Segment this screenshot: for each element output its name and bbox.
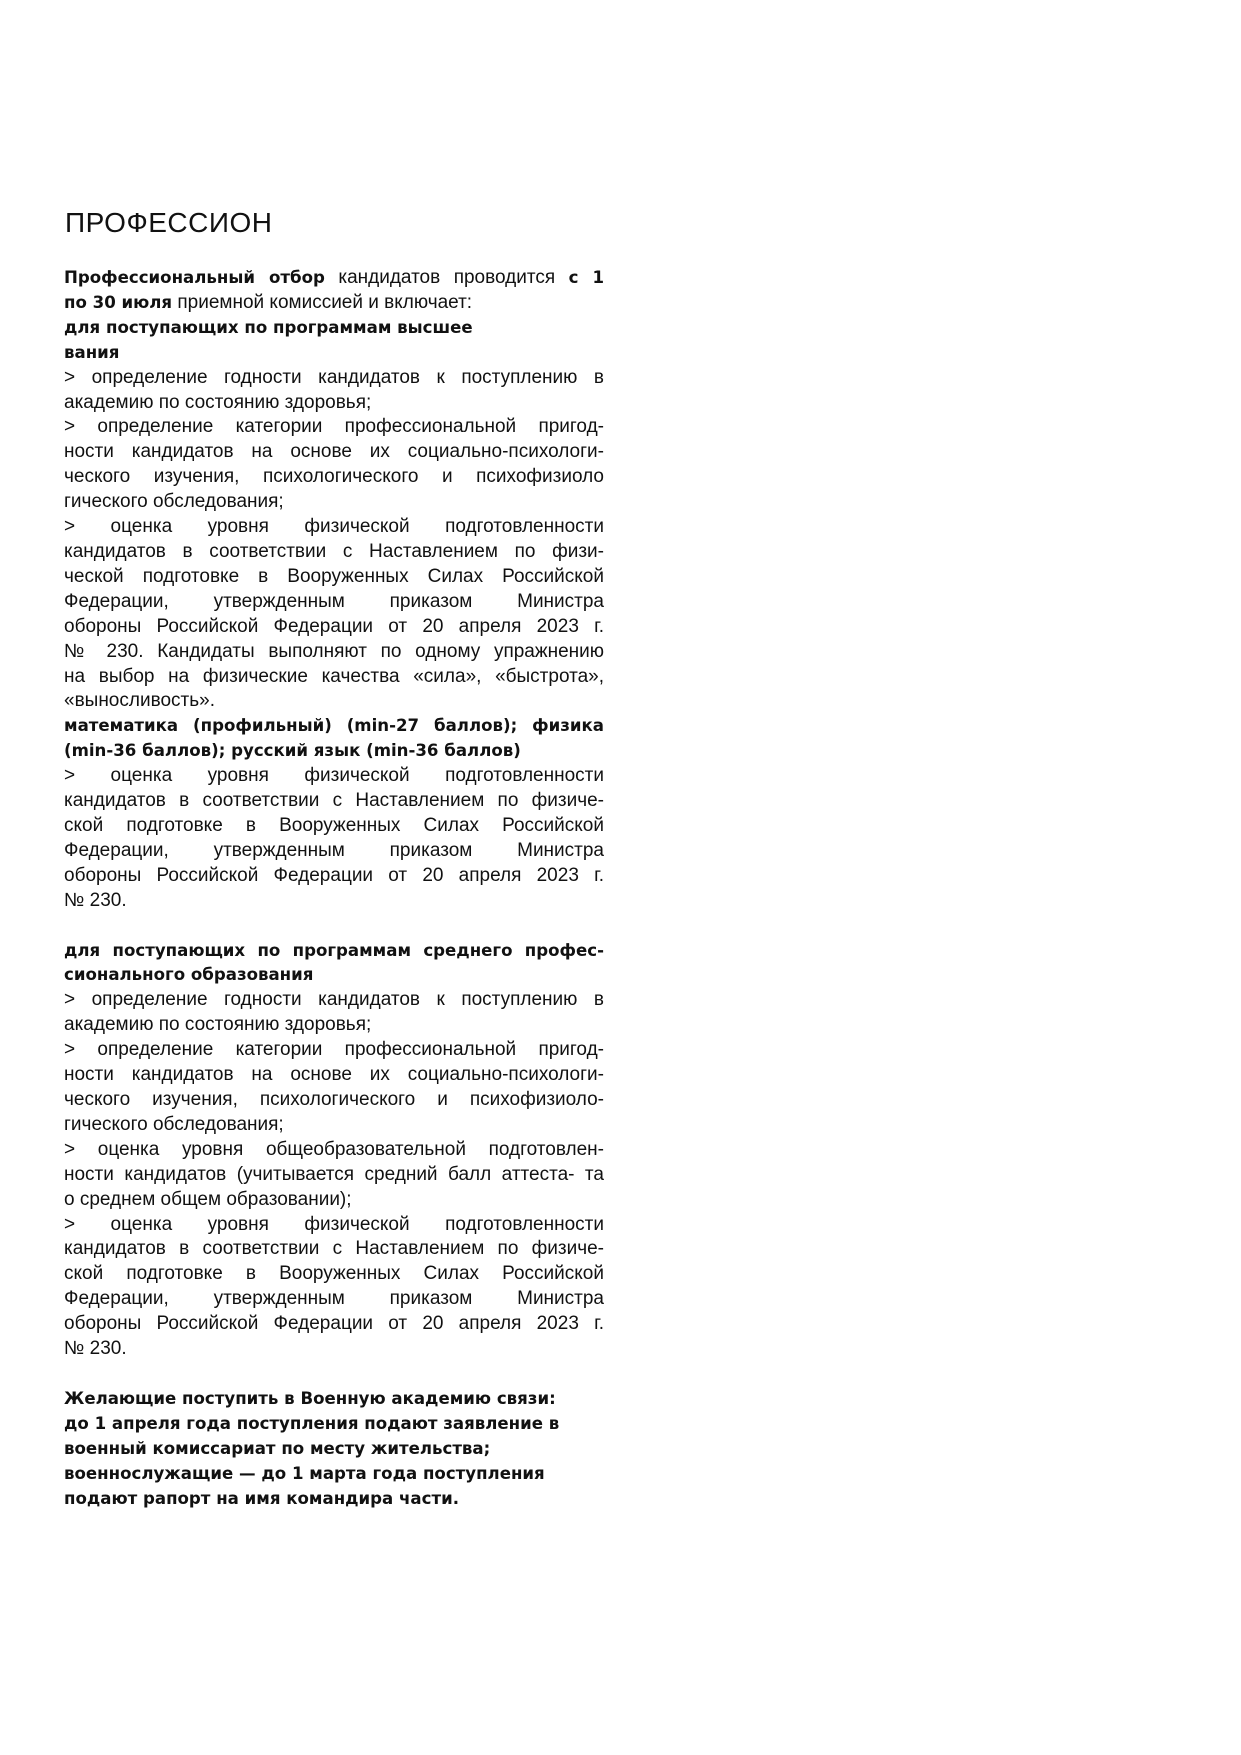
text-line: гического обследования; xyxy=(64,491,284,513)
closing-line: Желающие поступить в Военную академию связи: xyxy=(64,1388,556,1408)
text-line: гического обследования; xyxy=(64,1113,284,1135)
text-line: «выносливость». xyxy=(64,690,215,712)
spacer xyxy=(64,1362,604,1387)
text-line: > определение годности кандидатов к поступлению в xyxy=(64,989,604,1011)
text-line: > определение годности кандидатов к поступлению в xyxy=(64,366,604,388)
closing-line: до 1 апреля года поступления подают заявление в xyxy=(64,1413,560,1433)
section-heading-secondary-cont: сионального образования xyxy=(64,965,314,985)
text-line: > оценка уровня физической подготовленности xyxy=(64,1213,604,1235)
text-line: > определение категории профессиональной пригод- xyxy=(64,416,604,438)
text-line: ности кандидатов на основе их социально-психологи- xyxy=(64,1064,604,1086)
text-column xyxy=(64,266,604,1512)
text-line: обороны Российской Федерации от 20 апреля 2023 г. xyxy=(64,864,604,886)
text-line: ской подготовке в Вооруженных Силах Российской xyxy=(64,814,604,836)
section-heading-higher-cont: вания xyxy=(64,342,120,362)
text-line: № 230. xyxy=(64,889,127,911)
text-line: обороны Российской Федерации от 20 апреля 2023 г. xyxy=(64,1313,604,1335)
text-line: ческого изучения, психологического и психофизиоло xyxy=(64,466,604,488)
exam-requirements-cont: (min-36 баллов); русский язык (min-36 баллов) xyxy=(64,741,521,761)
text-line: Федерации, утвержденным приказом Министра xyxy=(64,839,604,861)
text-line: ности кандидатов на основе их социально-психологи- xyxy=(64,441,604,463)
text-line: > оценка уровня физической подготовленности xyxy=(64,516,604,538)
text-line: № 230. Кандидаты выполняют по одному упражнению xyxy=(64,640,604,662)
page-title: ПРОФЕССИОН xyxy=(65,207,273,238)
text-line: № 230. xyxy=(64,1338,127,1360)
intro-line-2: по 30 июля приемной комиссией и включает: xyxy=(64,291,473,313)
text-line: академию по состоянию здоровья; xyxy=(64,391,372,413)
text-line: > определение категории профессиональной пригод- xyxy=(64,1039,604,1061)
text-line: кандидатов в соответствии с Наставлением по физиче- xyxy=(64,1238,604,1260)
text-line: Федерации, утвержденным приказом Министра xyxy=(64,590,604,612)
text-line: кандидатов в соответствии с Наставлением по физи- xyxy=(64,540,604,562)
text-line: ности кандидатов (учитывается средний балл аттеста- та xyxy=(64,1163,604,1185)
text-line: о среднем общем образовании); xyxy=(64,1188,352,1210)
text-line: кандидатов в соответствии с Наставлением по физиче- xyxy=(64,790,604,812)
text-line: ской подготовке в Вооруженных Силах Российской xyxy=(64,1263,604,1285)
text-line: > оценка уровня общеобразовательной подготовлен- xyxy=(64,1138,604,1160)
text-line: > оценка уровня физической подготовленности xyxy=(64,765,604,787)
text-line: ческой подготовке в Вооруженных Силах Российской xyxy=(64,565,604,587)
closing-line: подают рапорт на имя командира части. xyxy=(64,1488,460,1508)
section-heading-higher: для поступающих по программам высшее xyxy=(64,317,473,337)
closing-line: военный комиссариат по месту жительства; xyxy=(64,1438,491,1458)
section-heading-secondary: для поступающих по программам среднего профес- xyxy=(64,940,604,960)
intro-line-1: Профессиональный отбор кандидатов проводится с 1 xyxy=(64,267,604,288)
text-line: академию по состоянию здоровья; xyxy=(64,1014,372,1036)
spacer xyxy=(64,914,604,939)
text-line: Федерации, утвержденным приказом Министра xyxy=(64,1288,604,1310)
text-line: ческого изучения, психологического и психофизиоло- xyxy=(64,1089,604,1110)
text-line: обороны Российской Федерации от 20 апреля 2023 г. xyxy=(64,615,604,637)
closing-line: военнослужащие — до 1 марта года поступления xyxy=(64,1463,545,1483)
text-line: на выбор на физические качества «сила», «быстрота», xyxy=(64,665,604,687)
exam-requirements: математика (профильный) (min-27 баллов); физика xyxy=(64,716,604,736)
